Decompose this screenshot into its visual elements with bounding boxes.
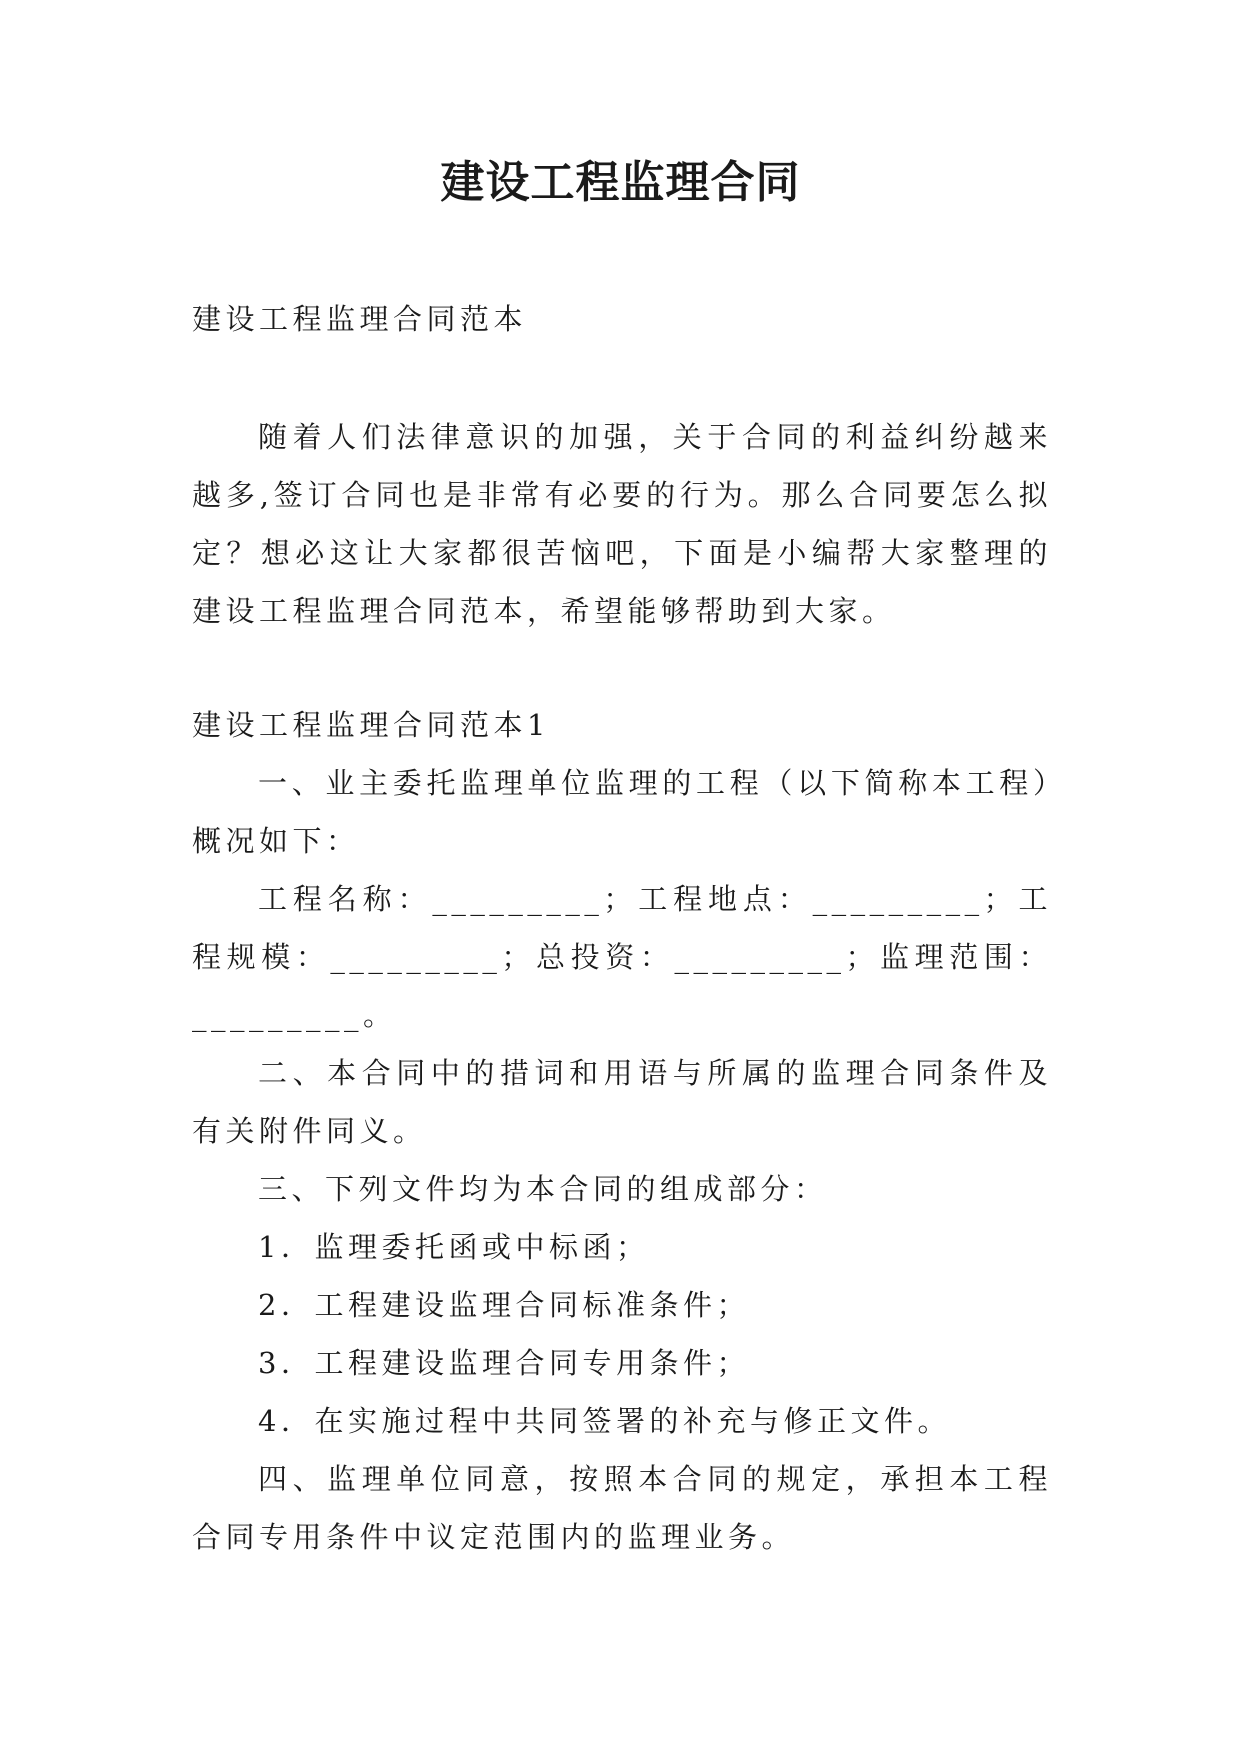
clause-1-overview: 一、业主委托监理单位监理的工程（以下简称本工程）概况如下： [192,766,1052,858]
document-subtitle: 建设工程监理合同范本 [192,302,528,336]
document-list-item-2: 2．工程建设监理合同标准条件； [258,1288,750,1322]
document-list-item-1: 1．监理委托函或中标函； [258,1230,650,1264]
clause-4-agreement: 四、监理单位同意，按照本合同的规定，承担本工程合同专用条件中议定范围内的监理业务。 [192,1462,1052,1554]
document-title: 建设工程监理合同 [440,157,801,208]
clause-2-terms: 二、本合同中的措词和用语与所属的监理合同条件及有关附件同义。 [192,1056,1052,1148]
document-body [192,290,1052,1566]
clause-project-info: 工程名称：_________；工程地点：_________；工程规模：_________；总投资：_________；监理范围：_________。 [192,882,1052,1032]
intro-paragraph: 随着人们法律意识的加强，关于合同的利益纠纷越来越多,签订合同也是非常有必要的行为。那么合同要怎么拟定？想必这让大家都很苦恼吧，下面是小编帮大家整理的建设工程监理合同范本，希望能够帮助到大家。 [192,420,1052,628]
document-list-item-3: 3．工程建设监理合同专用条件； [258,1346,750,1380]
section-heading: 建设工程监理合同范本1 [192,708,550,742]
clause-3-documents: 三、下列文件均为本合同的组成部分： [258,1172,828,1206]
document-list-item-4: 4．在实施过程中共同签署的补充与修正文件。 [258,1404,951,1438]
